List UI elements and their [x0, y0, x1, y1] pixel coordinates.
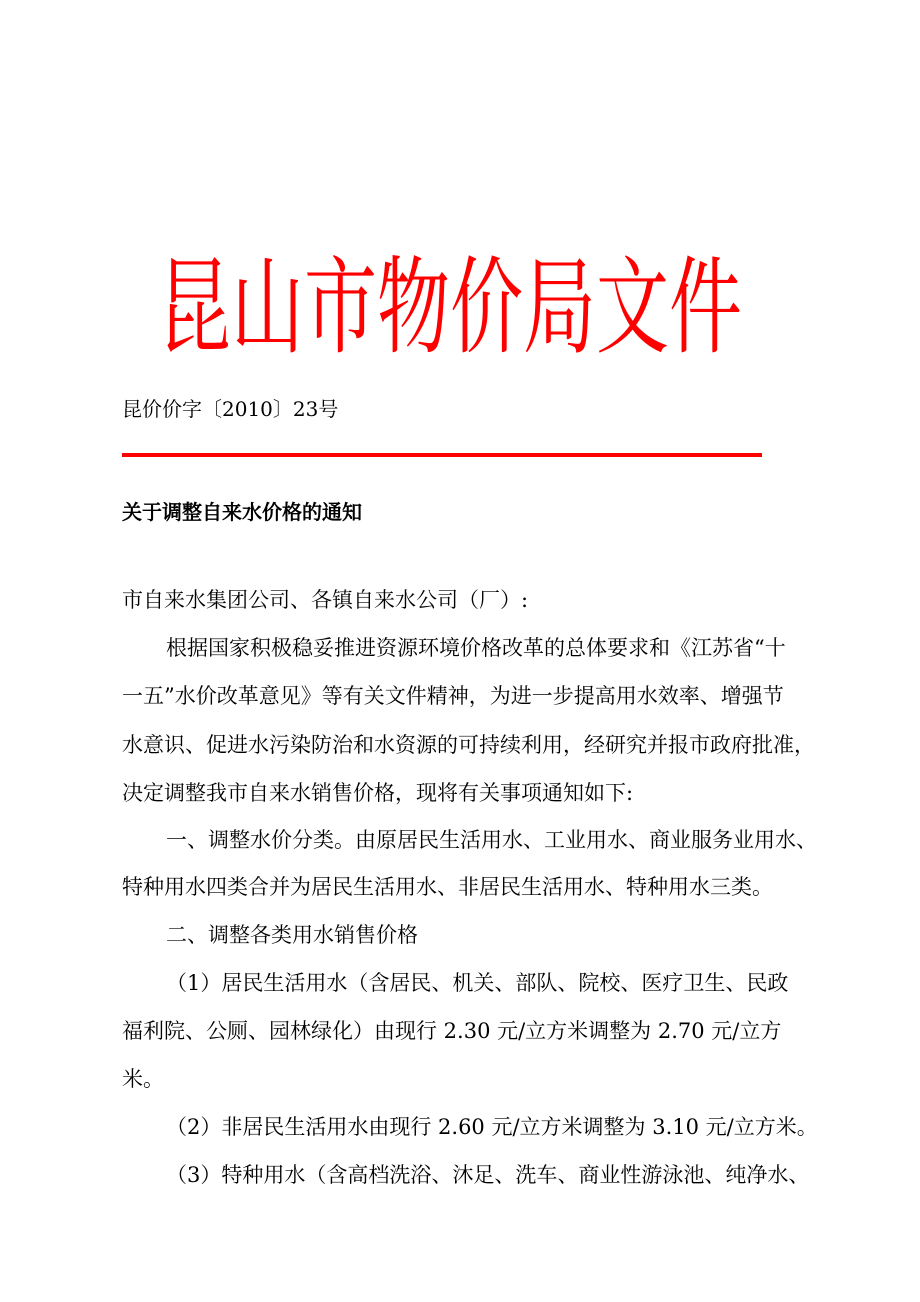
- document-title: 昆山市物价局文件: [158, 246, 742, 370]
- document-number: 昆价价字〔2010〕23号: [122, 397, 339, 421]
- red-divider: [122, 453, 762, 457]
- body-line: 二、调整各类用水销售价格: [166, 923, 418, 947]
- body-line: 一、调整水价分类。由原居民生活用水、工业用水、商业服务业用水、: [166, 828, 817, 852]
- body-line: 福利院、公厕、园林绿化）由现行 2.30 元/立方米调整为 2.70 元/立方: [122, 1019, 782, 1043]
- body-line: （1）居民生活用水（含居民、机关、部队、院校、医疗卫生、民政: [166, 971, 789, 995]
- body-line: 根据国家积极稳妥推进资源环境价格改革的总体要求和《江苏省“十: [166, 636, 786, 660]
- body-line: 米。: [122, 1067, 164, 1091]
- body-line: 决定调整我市自来水销售价格，现将有关事项通知如下:: [122, 781, 634, 805]
- notice-heading: 关于调整自来水价格的通知: [122, 500, 362, 524]
- body-line: 特种用水四类合并为居民生活用水、非居民生活用水、特种用水三类。: [122, 875, 773, 899]
- body-line: 水意识、促进水污染防治和水资源的可持续利用，经研究并报市政府批准，: [122, 733, 815, 757]
- recipients: 市自来水集团公司、各镇自来水公司（厂）:: [122, 588, 529, 612]
- body-line: （2）非居民生活用水由现行 2.60 元/立方米调整为 3.10 元/立方米。: [166, 1115, 818, 1139]
- body-line: 一五”水价改革意见》等有关文件精神，为进一步提高用水效率、增强节: [122, 684, 784, 708]
- body-line: （3）特种用水（含高档洗浴、沐足、洗车、商业性游泳池、纯净水、: [166, 1163, 810, 1187]
